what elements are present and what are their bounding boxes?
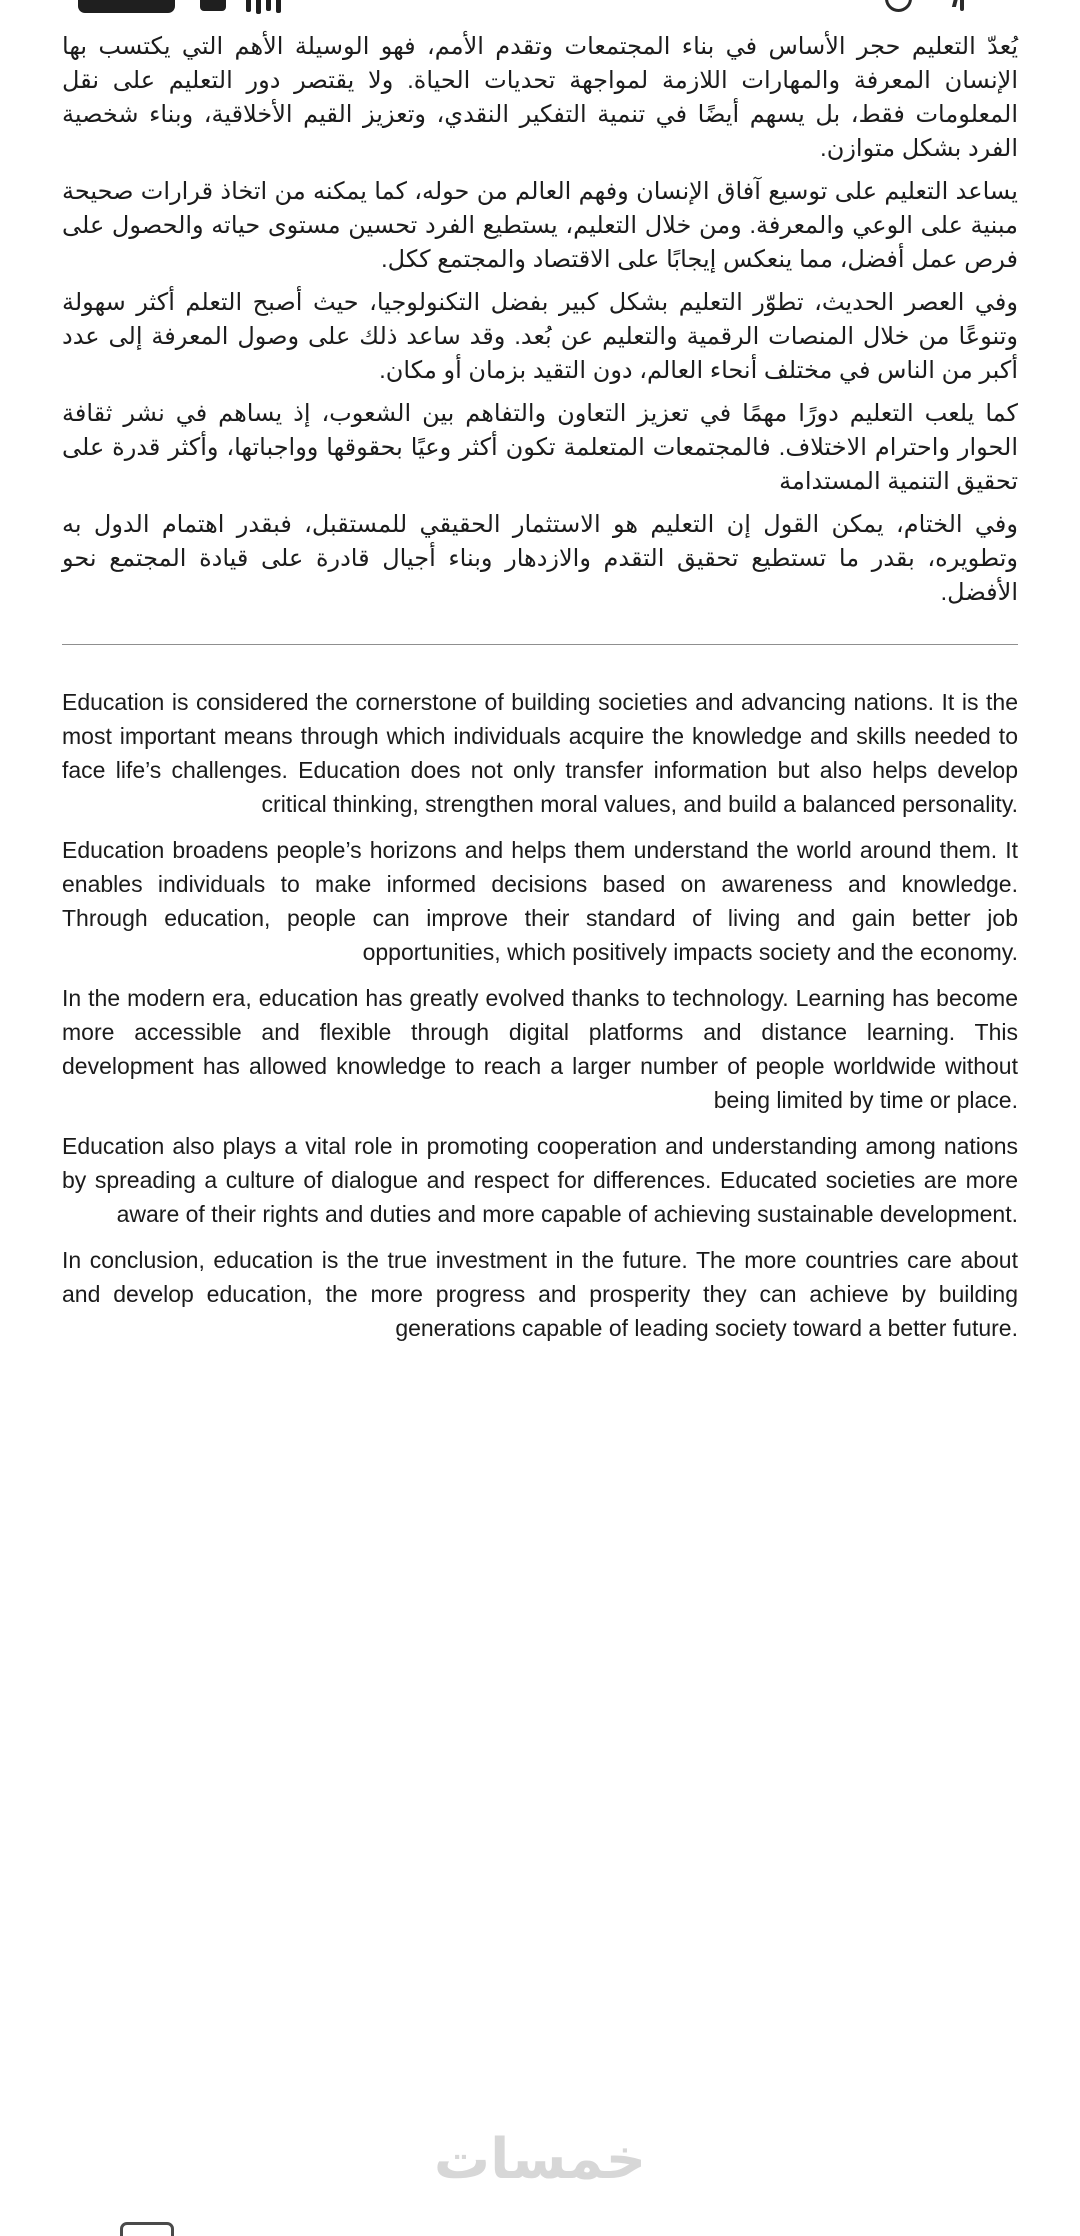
- arabic-paragraph-5: وفي الختام، يمكن القول إن التعليم هو الاستثمار الحقيقي للمستقبل، فبقدر اهتمام الدول به وتطويره، بقدر ما تستطيع تحقيق التقدم والازدهار وبناء أجيال قادرة على قيادة المجتمع نحو الأفضل.: [62, 511, 1018, 606]
- circle-icon[interactable]: [885, 0, 912, 12]
- english-paragraph-5: In conclusion, education is the true investment in the future. The more countries care about and develop education, the more progress and prosperity they can achieve by building generations capable of leading society toward a better future.: [62, 1247, 1018, 1341]
- bottom-page-fragment[interactable]: [120, 2222, 174, 2236]
- document-content: [62, 30, 1018, 1357]
- arabic-paragraph-2: يساعد التعليم على توسيع آفاق الإنسان وفهم العالم من حوله، كما يمكنه من اتخاذ قرارات صحيحة مبنية على الوعي والمعرفة. ومن خلال التعليم، يستطيع الفرد تحسين مستوى حياته والحصول على فرص عمل أفضل، مما ينعكس إيجابًا على الاقتصاد والمجتمع ككل.: [62, 178, 1018, 273]
- english-paragraph-3: In the modern era, education has greatly evolved thanks to technology. Learning has become more accessible and flexible through digital platforms and distance learning. This development has allowed knowledge to reach a larger number of people worldwide without being limited by time or place.: [62, 985, 1018, 1113]
- bars-icon[interactable]: [246, 0, 281, 14]
- english-paragraph-4: Education also plays a vital role in promoting cooperation and understanding among nations by spreading a culture of dialogue and respect for differences. Educated societies are more aware of their rights and duties and more capable of achieving sustainable development.: [62, 1133, 1018, 1227]
- english-paragraph-1: Education is considered the cornerstone of building societies and advancing nations. It is the most important means through which individuals acquire the knowledge and skills needed to face life’s challenges. Education does not only transfer information but also helps develop critical thinking, strengthen moral values, and build a balanced personality.: [62, 689, 1018, 817]
- toolbar-fragment-strip: [0, 0, 1080, 20]
- mark-icon[interactable]: [960, 0, 964, 11]
- arabic-paragraph-4: كما يلعب التعليم دورًا مهمًا في تعزيز التعاون والتفاهم بين الشعوب، إذ يساهم في نشر ثقافة الحوار واحترام الاختلاف. فالمجتمعات المتعلمة تكون أكثر وعيًا بحقوقها وواجباتها، وأكثر قدرة على تحقيق التنمية المستدامة: [62, 400, 1018, 495]
- english-section: [62, 685, 1018, 1345]
- arabic-section: [62, 30, 1018, 610]
- section-divider: [62, 644, 1018, 645]
- toolbar-pill-button[interactable]: [78, 0, 175, 13]
- arabic-paragraph-1: يُعدّ التعليم حجر الأساس في بناء المجتمعات وتقدم الأمم، فهو الوسيلة الأهم التي يكتسب بها الإنسان المعرفة والمهارات اللازمة لمواجهة تحديات الحياة. ولا يقتصر دور التعليم على نقل المعلومات فقط، بل يسهم أيضًا في تنمية التفكير النقدي، وتعزيز القيم الأخلاقية، وبناء شخصية الفرد بشكل متوازن.: [62, 33, 1018, 162]
- arabic-paragraph-3: وفي العصر الحديث، تطوّر التعليم بشكل كبير بفضل التكنولوجيا، حيث أصبح التعلم أكثر سهولة وتنوعًا من خلال المنصات الرقمية والتعليم عن بُعد. وقد ساعد ذلك على وصول المعرفة إلى عدد أكبر من الناس في مختلف أنحاء العالم، دون التقيد بزمان أو مكان.: [62, 289, 1018, 384]
- english-paragraph-2: Education broadens people’s horizons and helps them understand the world around them. It enables individuals to make informed decisions based on awareness and knowledge. Through education, people can improve their standard of living and gain better job opportunities, which positively impacts society and the economy.: [62, 837, 1018, 965]
- watermark: خمسات: [433, 2127, 647, 2190]
- toolbar-square-icon[interactable]: [200, 0, 226, 11]
